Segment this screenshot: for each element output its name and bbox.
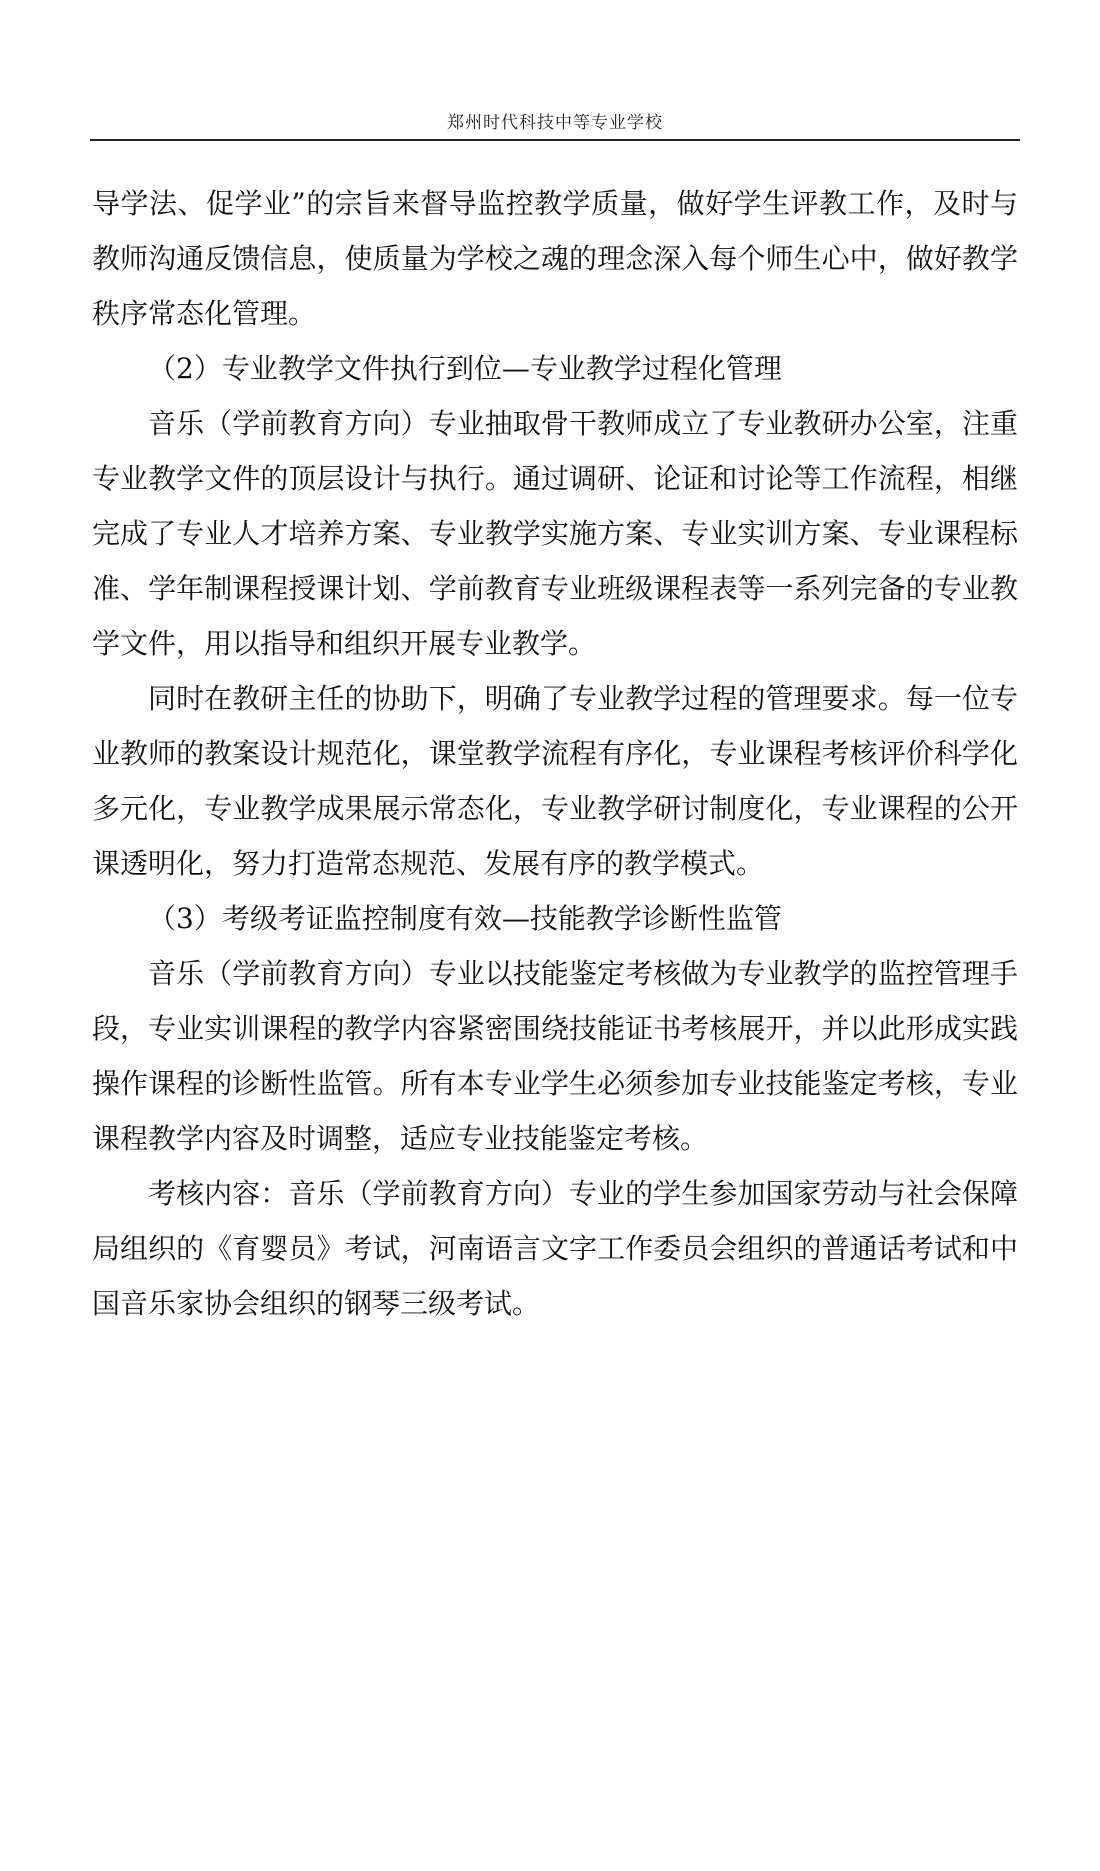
section-heading-3: （3）考级考证监控制度有效—技能教学诊断性监管 bbox=[148, 902, 782, 935]
paragraph-continuation: 导学法、促学业”的宗旨来督导监控教学质量，做好学生评教工作，及时与教师沟通反馈信息，使质量为学校之魂的理念深入每个师生心中，做好教学秩序常态化管理。 bbox=[92, 187, 1018, 330]
page-header-school-name: 郑州时代科技中等专业学校 bbox=[447, 113, 663, 133]
paragraph-exam-content: 考核内容：音乐（学前教育方向）专业的学生参加国家劳动与社会保障局组织的《育婴员》考试，河南语言文字工作委员会组织的普通话考试和中国音乐家协会组织的钢琴三级考试。 bbox=[92, 1177, 1018, 1320]
paragraph-skill-assessment: 音乐（学前教育方向）专业以技能鉴定考核做为专业教学的监控管理手段，专业实训课程的教学内容紧密围绕技能证书考核展开，并以此形成实践操作课程的诊断性监管。所有本专业学生必须参加专业技能鉴定考核，专业课程教学内容及时调整，适应专业技能鉴定考核。 bbox=[92, 957, 1018, 1155]
paragraph-teaching-documents: 音乐（学前教育方向）专业抽取骨干教师成立了专业教研办公室，注重专业教学文件的顶层设计与执行。通过调研、论证和讨论等工作流程，相继完成了专业人才培养方案、专业教学实施方案、专业实训方案、专业课程标准、学年制课程授课计划、学前教育专业班级课程表等一系列完备的专业教学文件，用以指导和组织开展专业教学。 bbox=[92, 407, 1018, 660]
document-body bbox=[92, 176, 1018, 1331]
paragraph-process-management: 同时在教研主任的协助下，明确了专业教学过程的管理要求。每一位专业教师的教案设计规范化，课堂教学流程有序化，专业课程考核评价科学化多元化，专业教学成果展示常态化，专业教学研讨制度化，专业课程的公开课透明化，努力打造常态规范、发展有序的教学模式。 bbox=[92, 682, 1018, 880]
header-divider bbox=[90, 139, 1020, 141]
section-heading-2: （2）专业教学文件执行到位—专业教学过程化管理 bbox=[148, 352, 782, 385]
